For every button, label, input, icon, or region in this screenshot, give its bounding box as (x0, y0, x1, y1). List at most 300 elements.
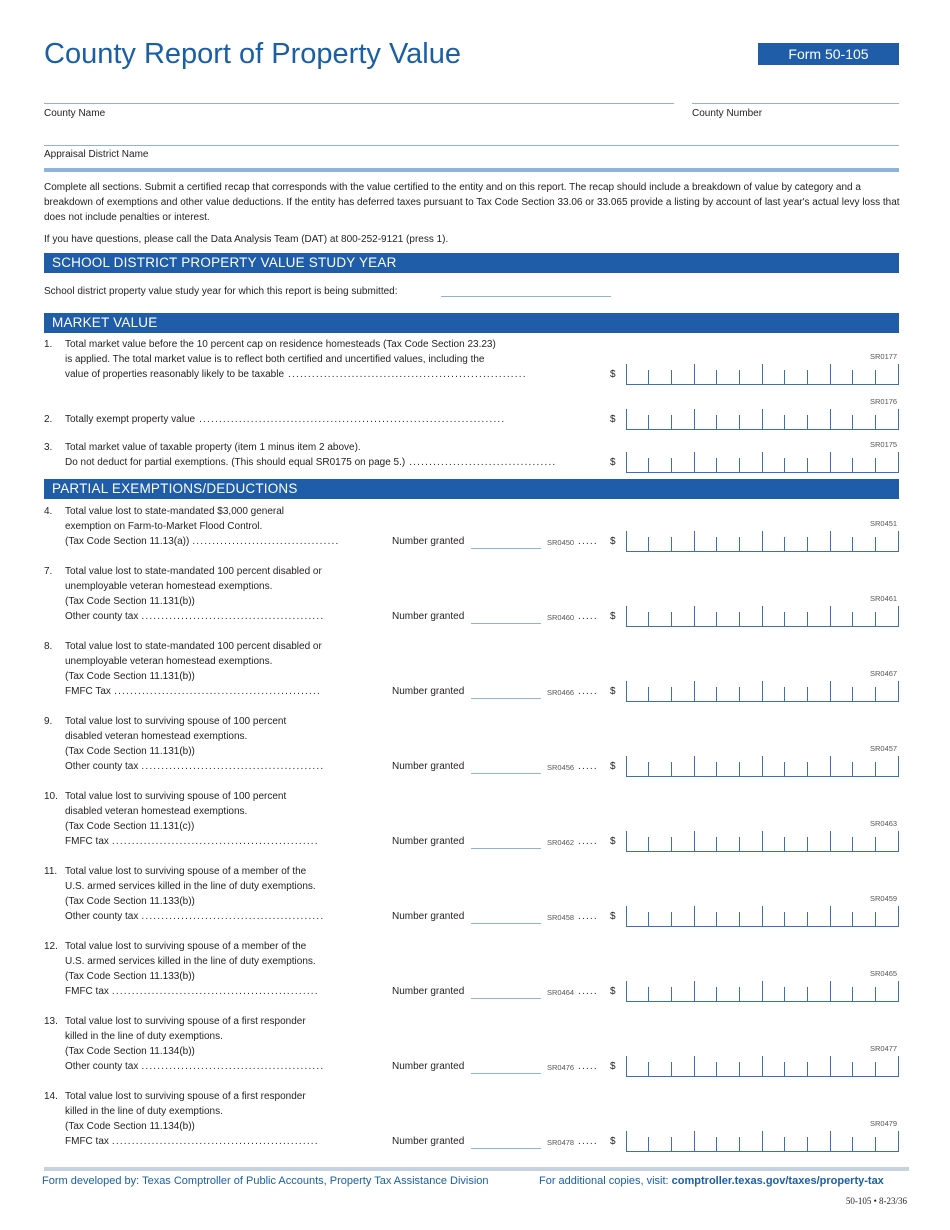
digit-separator (852, 987, 853, 1001)
digit-separator (739, 537, 740, 551)
number-granted-input[interactable] (471, 548, 541, 549)
item-text-line: is applied. The total market value is to reflect both certified and uncertified values, including the (65, 354, 485, 365)
digit-separator (648, 912, 649, 926)
number-granted-code: SR0458 (547, 913, 575, 922)
page-code: 50-105 • 8-23/36 (845, 1196, 907, 1206)
digit-separator (716, 537, 717, 551)
digit-separator (830, 364, 831, 384)
digit-separator (694, 452, 695, 472)
leader-dots: .................................................... (111, 836, 319, 847)
number-granted-label: Number granted (392, 686, 465, 697)
value-entry-field[interactable] (626, 981, 899, 1002)
digit-separator (716, 1062, 717, 1076)
leader-dots: ..... (578, 986, 598, 997)
digit-separator (648, 1137, 649, 1151)
item-text-line: (Tax Code Section 11.133(b)) (65, 896, 195, 907)
footer-divider (44, 1167, 909, 1171)
number-granted-label: Number granted (392, 986, 465, 997)
item-text-line: Total value lost to surviving spouse of 100 percent (65, 791, 287, 802)
digit-separator (807, 612, 808, 626)
field-code: SR0463 (870, 819, 898, 828)
item-text-line: Total value lost to surviving spouse of a first responder (65, 1091, 306, 1102)
number-granted-input[interactable] (471, 848, 541, 849)
digit-separator (739, 1137, 740, 1151)
digit-separator (694, 409, 695, 429)
number-granted-input[interactable] (471, 773, 541, 774)
digit-separator (694, 756, 695, 776)
digit-separator (784, 1062, 785, 1076)
number-granted-code: SR0476 (547, 1063, 575, 1072)
item-text-line: U.S. armed services killed in the line of duty exemptions. (65, 881, 316, 892)
number-granted-input[interactable] (471, 698, 541, 699)
digit-separator (648, 458, 649, 472)
dollar-sign: $ (610, 986, 616, 997)
digit-separator (762, 409, 763, 429)
dollar-sign: $ (610, 611, 616, 622)
digit-separator (739, 837, 740, 851)
value-entry-field[interactable] (626, 1056, 899, 1077)
number-granted-label: Number granted (392, 1061, 465, 1072)
digit-separator (875, 415, 876, 429)
digit-separator (626, 1056, 627, 1076)
digit-separator (626, 531, 627, 551)
digit-separator (671, 415, 672, 429)
number-granted-label: Number granted (392, 536, 465, 547)
digit-separator (694, 906, 695, 926)
digit-separator (875, 1062, 876, 1076)
dollar-sign: $ (610, 369, 616, 380)
item-text-line: Total value lost to state-mandated 100 percent disabled or (65, 641, 322, 652)
item-text-line: Total market value of taxable property (item 1 minus item 2 above). (65, 442, 361, 453)
digit-separator (626, 409, 627, 429)
county-name-label: County Name (44, 108, 106, 119)
digit-separator (762, 606, 763, 626)
value-entry-field[interactable] (626, 831, 899, 852)
number-granted-label: Number granted (392, 611, 465, 622)
digit-separator (648, 762, 649, 776)
digit-separator (626, 452, 627, 472)
number-granted-input[interactable] (471, 1073, 541, 1074)
item-number: 14. (44, 1091, 58, 1102)
leader-dots: ..................................... (409, 457, 557, 468)
digit-separator (875, 687, 876, 701)
leader-dots: ..... (578, 761, 598, 772)
item-text-line: (Tax Code Section 11.131(c)) (65, 821, 195, 832)
digit-separator (671, 1062, 672, 1076)
leader-dots: ............................................................................. (199, 414, 506, 425)
leader-dots: .............................................. (141, 911, 325, 922)
item-number: 7. (44, 566, 53, 577)
digit-separator (648, 687, 649, 701)
number-granted-code: SR0460 (547, 613, 575, 622)
digit-separator (626, 981, 627, 1001)
digit-separator (852, 370, 853, 384)
digit-separator (739, 912, 740, 926)
digit-separator (694, 606, 695, 626)
item-number: 12. (44, 941, 58, 952)
item-number: 1. (44, 339, 53, 350)
digit-separator (694, 364, 695, 384)
digit-separator (807, 537, 808, 551)
digit-separator (852, 1062, 853, 1076)
header-divider (44, 168, 899, 172)
value-entry-field[interactable] (626, 606, 899, 627)
field-code: SR0451 (870, 519, 898, 528)
digit-separator (807, 415, 808, 429)
number-granted-code: SR0478 (547, 1138, 575, 1147)
digit-separator (807, 762, 808, 776)
digit-separator (784, 837, 785, 851)
number-granted-code: SR0456 (547, 763, 575, 772)
form-number-badge: Form 50-105 (758, 43, 899, 65)
field-code: SR0457 (870, 744, 898, 753)
number-granted-label: Number granted (392, 1136, 465, 1147)
digit-separator (875, 458, 876, 472)
leader-dots: ..... (578, 686, 598, 697)
digit-separator (626, 364, 627, 384)
digit-separator (671, 612, 672, 626)
digit-separator (648, 1062, 649, 1076)
item-text-line: Total value lost to state-mandated $3,000 general (65, 506, 285, 517)
dollar-sign: $ (610, 457, 616, 468)
dollar-sign: $ (610, 836, 616, 847)
digit-separator (830, 681, 831, 701)
item-text-line: disabled veteran homestead exemptions. (65, 731, 248, 742)
study-year-input-line[interactable] (441, 296, 611, 297)
digit-separator (852, 612, 853, 626)
digit-separator (648, 415, 649, 429)
section-partial-exemptions: PARTIAL EXEMPTIONS/DEDUCTIONS (44, 479, 899, 499)
appraisal-district-line[interactable] (44, 145, 899, 146)
digit-separator (739, 612, 740, 626)
digit-separator (875, 912, 876, 926)
item-last-line: FMFC tax (65, 986, 109, 997)
digit-separator (830, 756, 831, 776)
digit-separator (671, 687, 672, 701)
value-entry-field[interactable] (626, 906, 899, 927)
digit-separator (762, 831, 763, 851)
digit-separator (807, 987, 808, 1001)
number-granted-label: Number granted (392, 761, 465, 772)
digit-separator (626, 681, 627, 701)
digit-separator (875, 370, 876, 384)
field-code: SR0177 (870, 352, 898, 361)
field-code: SR0176 (870, 397, 898, 406)
dollar-sign: $ (610, 1061, 616, 1072)
digit-separator (830, 531, 831, 551)
number-granted-input[interactable] (471, 1148, 541, 1149)
digit-separator (784, 687, 785, 701)
digit-separator (852, 458, 853, 472)
digit-separator (739, 687, 740, 701)
dollar-sign: $ (610, 536, 616, 547)
item-text-line: Total value lost to surviving spouse of a member of the (65, 866, 307, 877)
digit-separator (739, 458, 740, 472)
digit-separator (716, 415, 717, 429)
digit-separator (694, 1131, 695, 1151)
item-text-line: killed in the line of duty exemptions. (65, 1106, 223, 1117)
digit-separator (739, 762, 740, 776)
item-text-line: exemption on Farm-to-Market Flood Control. (65, 521, 263, 532)
item-text-line: (Tax Code Section 11.131(b)) (65, 746, 195, 757)
item-text-line: (Tax Code Section 11.131(b)) (65, 671, 195, 682)
digit-separator (807, 458, 808, 472)
number-granted-input[interactable] (471, 998, 541, 999)
value-entry-field[interactable] (626, 531, 899, 552)
digit-separator (671, 370, 672, 384)
digit-separator (875, 837, 876, 851)
item-text-line: U.S. armed services killed in the line of duty exemptions. (65, 956, 316, 967)
digit-separator (648, 370, 649, 384)
item-last-line: value of properties reasonably likely to be taxable (65, 369, 285, 380)
digit-separator (784, 415, 785, 429)
digit-separator (739, 415, 740, 429)
digit-separator (784, 762, 785, 776)
field-code: SR0465 (870, 969, 898, 978)
digit-separator (807, 687, 808, 701)
digit-separator (875, 612, 876, 626)
item-last-line: Other county tax (65, 911, 139, 922)
digit-separator (762, 981, 763, 1001)
digit-separator (648, 987, 649, 1001)
value-entry-field[interactable] (626, 364, 899, 385)
digit-separator (762, 1131, 763, 1151)
field-code: SR0459 (870, 894, 898, 903)
section-study-year: SCHOOL DISTRICT PROPERTY VALUE STUDY YEAR (44, 253, 899, 273)
digit-separator (739, 370, 740, 384)
item-last-line: Totally exempt property value (65, 414, 196, 425)
field-code: SR0477 (870, 1044, 898, 1053)
item-number: 3. (44, 442, 53, 453)
digit-separator (807, 370, 808, 384)
item-text-line: (Tax Code Section 11.134(b)) (65, 1121, 195, 1132)
digit-separator (830, 1056, 831, 1076)
digit-separator (830, 452, 831, 472)
number-granted-code: SR0462 (547, 838, 575, 847)
digit-separator (671, 1137, 672, 1151)
item-last-line: Other county tax (65, 611, 139, 622)
digit-separator (739, 1062, 740, 1076)
item-last-line: Other county tax (65, 1061, 139, 1072)
item-number: 8. (44, 641, 53, 652)
digit-separator (784, 458, 785, 472)
footer-copies-prefix: For additional copies, visit: (539, 1175, 672, 1187)
digit-separator (830, 906, 831, 926)
item-last-line: Other county tax (65, 761, 139, 772)
item-number: 11. (44, 866, 58, 877)
digit-separator (875, 537, 876, 551)
digit-separator (830, 831, 831, 851)
item-last-line: FMFC Tax (65, 686, 111, 697)
digit-separator (852, 1137, 853, 1151)
digit-separator (875, 987, 876, 1001)
digit-separator (852, 415, 853, 429)
leader-dots: .............................................. (141, 611, 325, 622)
leader-dots: .................................................... (111, 1136, 319, 1147)
number-granted-input[interactable] (471, 623, 541, 624)
field-code: SR0461 (870, 594, 898, 603)
digit-separator (716, 762, 717, 776)
value-entry-field[interactable] (626, 756, 899, 777)
leader-dots: ..... (578, 911, 598, 922)
digit-separator (852, 687, 853, 701)
county-number-label: County Number (692, 108, 763, 119)
digit-separator (807, 1137, 808, 1151)
appraisal-district-label: Appraisal District Name (44, 149, 149, 160)
digit-separator (852, 912, 853, 926)
digit-separator (626, 906, 627, 926)
item-number: 13. (44, 1016, 58, 1027)
number-granted-input[interactable] (471, 923, 541, 924)
digit-separator (762, 1056, 763, 1076)
leader-dots: .................................................... (114, 686, 321, 697)
digit-separator (671, 912, 672, 926)
digit-separator (830, 981, 831, 1001)
item-text-line: Total value lost to surviving spouse of 100 percent (65, 716, 287, 727)
digit-separator (716, 1137, 717, 1151)
dollar-sign: $ (610, 761, 616, 772)
number-granted-code: SR0450 (547, 538, 575, 547)
digit-separator (784, 612, 785, 626)
field-code: SR0467 (870, 669, 898, 678)
digit-separator (852, 537, 853, 551)
digit-separator (852, 762, 853, 776)
digit-separator (648, 612, 649, 626)
item-last-line: Do not deduct for partial exemptions. (This should equal SR0175 on page 5.) (65, 457, 406, 468)
item-text-line: Total value lost to surviving spouse of a member of the (65, 941, 307, 952)
item-last-line: (Tax Code Section 11.13(a)) (65, 536, 190, 547)
item-text-line: unemployable veteran homestead exemptions. (65, 656, 273, 667)
number-granted-label: Number granted (392, 836, 465, 847)
digit-separator (716, 370, 717, 384)
number-granted-code: SR0466 (547, 688, 575, 697)
digit-separator (807, 837, 808, 851)
item-text-line: Total value lost to state-mandated 100 percent disabled or (65, 566, 322, 577)
digit-separator (648, 837, 649, 851)
digit-separator (716, 612, 717, 626)
digit-separator (694, 531, 695, 551)
item-text-line: Total value lost to surviving spouse of a first responder (65, 1016, 306, 1027)
footer-developed-by: Form developed by: Texas Comptroller of Public Accounts, Property Tax Assistance Division (42, 1175, 489, 1187)
county-number-line[interactable] (692, 103, 899, 104)
section-market-value: MARKET VALUE (44, 313, 899, 333)
digit-separator (762, 531, 763, 551)
field-code: SR0175 (870, 440, 898, 449)
digit-separator (694, 681, 695, 701)
leader-dots: ..... (578, 1136, 598, 1147)
digit-separator (626, 1131, 627, 1151)
study-year-label: School district property value study year for which this report is being submitted: (44, 286, 398, 297)
item-number: 4. (44, 506, 53, 517)
item-text-line: (Tax Code Section 11.134(b)) (65, 1046, 195, 1057)
item-last-line: FMFC tax (65, 1136, 109, 1147)
digit-separator (716, 458, 717, 472)
item-text-line: Total market value before the 10 percent cap on residence homesteads (Tax Code Section 23.23) (65, 339, 496, 350)
digit-separator (716, 912, 717, 926)
digit-separator (807, 912, 808, 926)
digit-separator (716, 987, 717, 1001)
digit-separator (830, 409, 831, 429)
value-entry-field[interactable] (626, 681, 899, 702)
leader-dots: ..... (578, 536, 598, 547)
leader-dots: .............................................. (141, 1061, 325, 1072)
digit-separator (739, 987, 740, 1001)
footer-copies (539, 1175, 884, 1187)
item-text-line: (Tax Code Section 11.133(b)) (65, 971, 195, 982)
leader-dots: .............................................. (141, 761, 325, 772)
field-code: SR0479 (870, 1119, 898, 1128)
value-entry-field[interactable] (626, 409, 899, 430)
dollar-sign: $ (610, 686, 616, 697)
digit-separator (784, 537, 785, 551)
leader-dots: ..... (578, 836, 598, 847)
contact-info: If you have questions, please call the Data Analysis Team (DAT) at 800-252-9121 (press 1). (44, 234, 449, 245)
digit-separator (671, 762, 672, 776)
digit-separator (762, 681, 763, 701)
dollar-sign: $ (610, 911, 616, 922)
digit-separator (852, 837, 853, 851)
digit-separator (875, 1137, 876, 1151)
leader-dots: ..................................... (192, 536, 340, 547)
digit-separator (830, 1131, 831, 1151)
digit-separator (648, 537, 649, 551)
digit-separator (716, 837, 717, 851)
dollar-sign: $ (610, 414, 616, 425)
leader-dots: ............................................................ (288, 369, 527, 380)
item-number: 10. (44, 791, 58, 802)
leader-dots: ..... (578, 611, 598, 622)
digit-separator (784, 1137, 785, 1151)
value-entry-field[interactable] (626, 1131, 899, 1152)
item-number: 2. (44, 414, 53, 425)
leader-dots: .................................................... (111, 986, 319, 997)
value-entry-field[interactable] (626, 452, 899, 473)
digit-separator (784, 370, 785, 384)
item-last-line: FMFC tax (65, 836, 109, 847)
digit-separator (671, 837, 672, 851)
digit-separator (671, 458, 672, 472)
digit-separator (807, 1062, 808, 1076)
number-granted-label: Number granted (392, 911, 465, 922)
digit-separator (694, 831, 695, 851)
item-number: 9. (44, 716, 53, 727)
item-text-line: (Tax Code Section 11.131(b)) (65, 596, 195, 607)
dollar-sign: $ (610, 1136, 616, 1147)
digit-separator (626, 756, 627, 776)
digit-separator (671, 987, 672, 1001)
digit-separator (626, 606, 627, 626)
footer-copies-link[interactable]: comptroller.texas.gov/taxes/property-tax (671, 1175, 884, 1187)
digit-separator (762, 756, 763, 776)
digit-separator (694, 981, 695, 1001)
digit-separator (671, 537, 672, 551)
digit-separator (716, 687, 717, 701)
county-name-line[interactable] (44, 103, 674, 104)
leader-dots: ..... (578, 1061, 598, 1072)
item-text-line: unemployable veteran homestead exemptions. (65, 581, 273, 592)
digit-separator (694, 1056, 695, 1076)
digit-separator (784, 987, 785, 1001)
digit-separator (830, 606, 831, 626)
digit-separator (762, 364, 763, 384)
digit-separator (875, 762, 876, 776)
item-text-line: killed in the line of duty exemptions. (65, 1031, 223, 1042)
digit-separator (762, 452, 763, 472)
digit-separator (626, 831, 627, 851)
instructions-paragraph: Complete all sections. Submit a certified recap that corresponds with the value certified to the entity and on this report. The recap should include a breakdown of value by category and a breakdown of exemptions and other value deductions. If the entity has deferred taxes pursuant to Tax Code Section 33.06 or 33.065 provide a listing by account of last year's actual levy loss that does not include penalties or interest. (44, 182, 900, 223)
digit-separator (762, 906, 763, 926)
item-text-line: disabled veteran homestead exemptions. (65, 806, 248, 817)
